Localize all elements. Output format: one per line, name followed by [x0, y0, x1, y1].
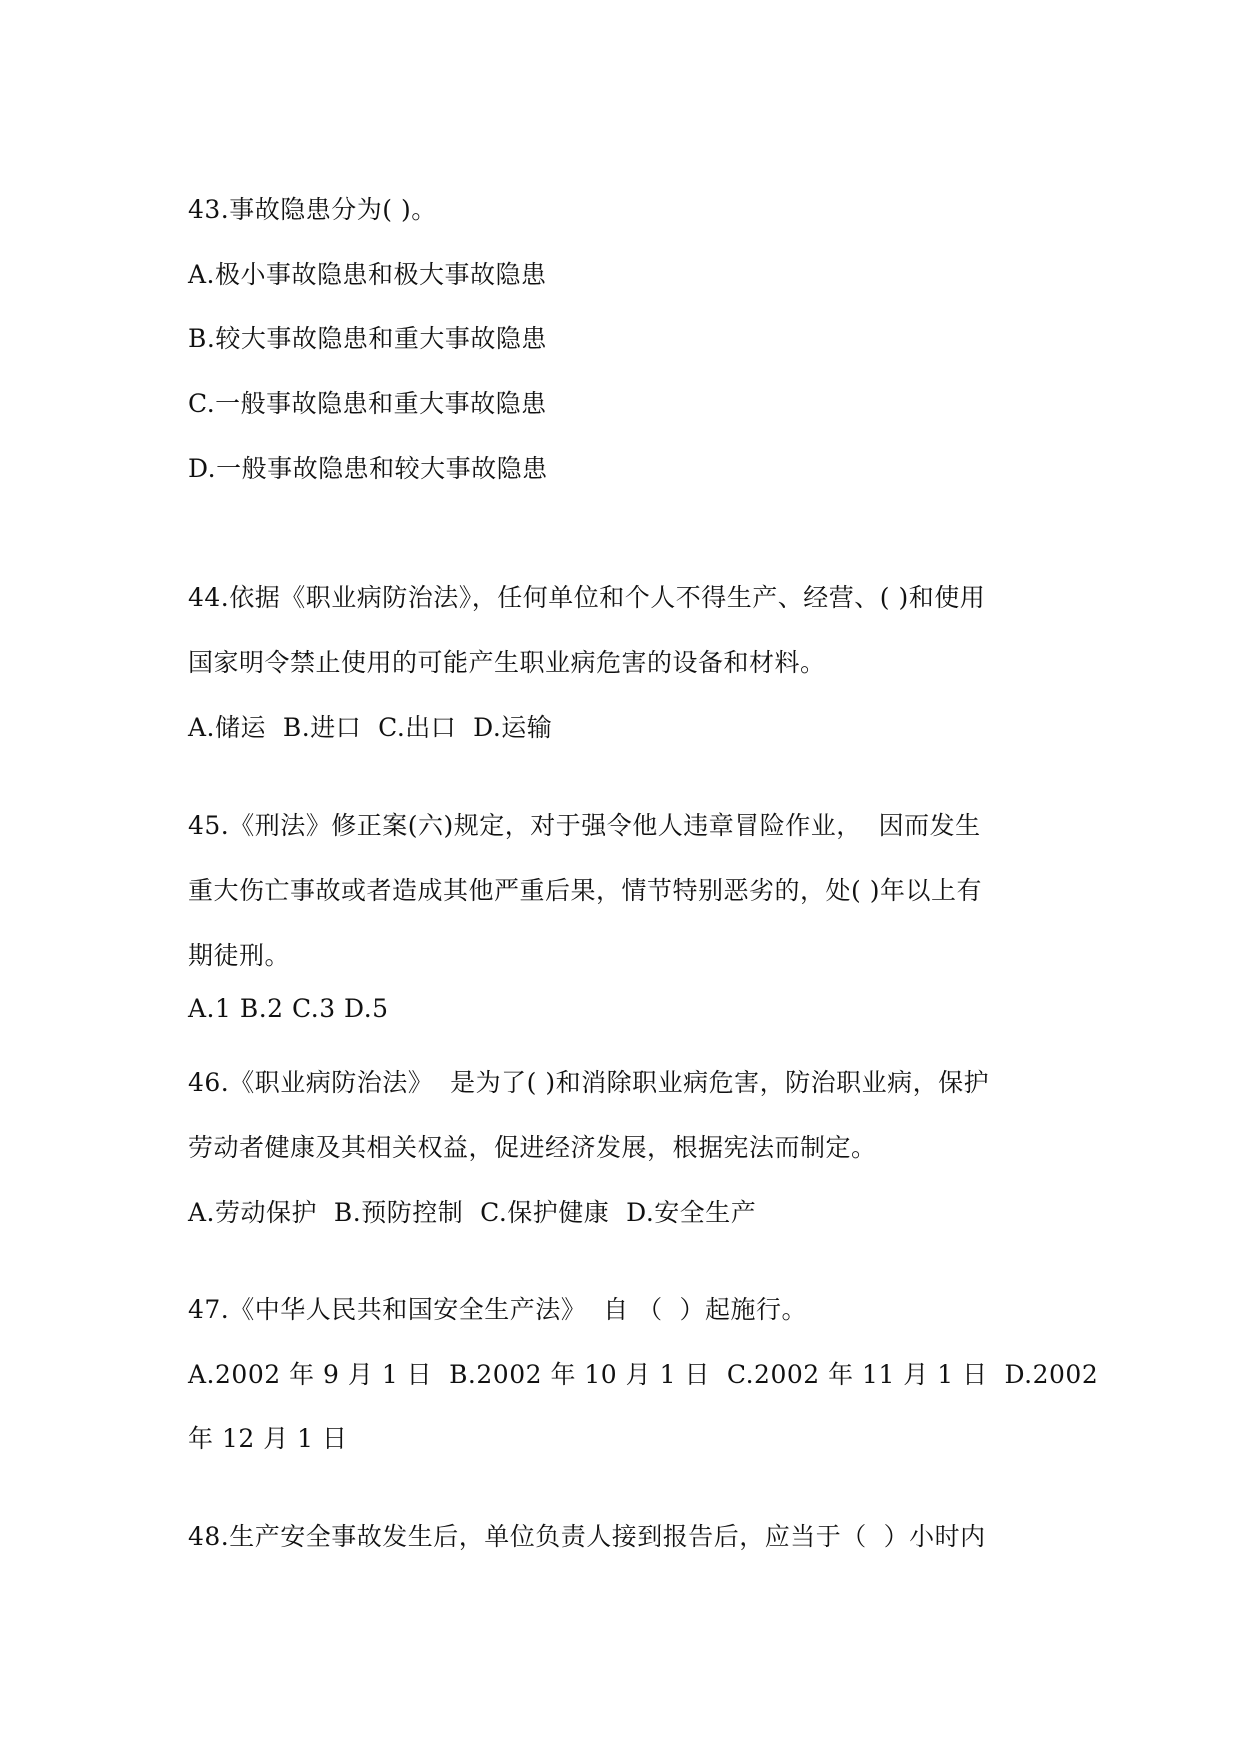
question-44-stem-line-2: 国家明令禁止使用的可能产生职业病危害的设备和材料。 — [188, 648, 826, 677]
question-45-options: A.1 B.2 C.3 D.5 — [188, 994, 389, 1023]
question-46-options: A.劳动保护 B.预防控制 C.保护健康 D.安全生产 — [188, 1198, 757, 1227]
question-43-option-a: A.极小事故隐患和极大事故隐患 — [188, 260, 547, 289]
question-47-options-line-1: A.2002 年 9 月 1 日 B.2002 年 10 月 1 日 C.2002 年 11 月 1 日 D.2002 — [188, 1360, 1099, 1389]
question-45-stem-line-2: 重大伤亡事故或者造成其他严重后果，情节特别恶劣的，处( )年以上有 — [188, 876, 982, 905]
question-43-stem: 43.事故隐患分为( )。 — [188, 195, 437, 224]
question-43-option-b: B.较大事故隐患和重大事故隐患 — [188, 324, 547, 353]
question-47-stem: 47.《中华人民共和国安全生产法》 自 （ ）起施行。 — [188, 1295, 807, 1324]
question-46-stem-line-2: 劳动者健康及其相关权益，促进经济发展，根据宪法而制定。 — [188, 1133, 877, 1162]
question-45-stem-line-1: 45.《刑法》修正案(六)规定，对于强令他人违章冒险作业， 因而发生 — [188, 811, 981, 840]
question-46-stem-line-1: 46.《职业病防治法》 是为了( )和消除职业病危害，防治职业病，保护 — [188, 1068, 990, 1097]
question-43-option-c: C.一般事故隐患和重大事故隐患 — [188, 389, 547, 418]
question-47-options-line-2: 年 12 月 1 日 — [188, 1424, 348, 1453]
question-44-options: A.储运 B.进口 C.出口 D.运输 — [188, 713, 553, 742]
question-48-stem: 48.生产安全事故发生后，单位负责人接到报告后，应当于（ ）小时内 — [188, 1522, 986, 1551]
question-43-option-d: D.一般事故隐患和较大事故隐患 — [188, 454, 548, 483]
question-45-stem-line-3: 期徒刑。 — [188, 941, 291, 970]
question-44-stem-line-1: 44.依据《职业病防治法》，任何单位和个人不得生产、经营、( )和使用 — [188, 583, 986, 612]
